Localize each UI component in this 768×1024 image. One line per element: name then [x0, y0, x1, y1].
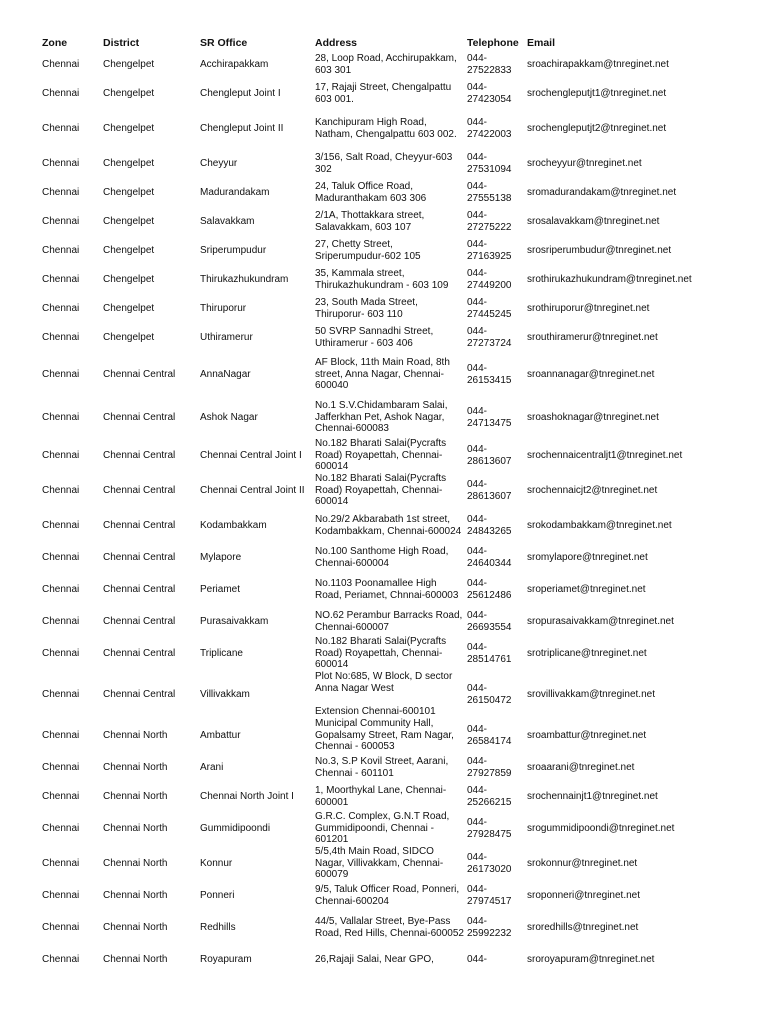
telephone-prefix: 044- [467, 784, 488, 796]
cell-zone: Chennai [42, 889, 80, 901]
cell-district: Chennai North [103, 761, 168, 773]
cell-address [315, 572, 467, 607]
cell-sr-office: Redhills [200, 921, 236, 933]
address-continuation: Extension Chennai-600101 [315, 706, 436, 718]
table-row [42, 671, 742, 718]
telephone-prefix: 044- [467, 478, 488, 490]
cell-sr-office: Thiruporur [200, 302, 247, 314]
telephone-number: 24843265 [467, 525, 512, 537]
table-row [42, 753, 742, 782]
table-row [42, 636, 742, 671]
cell-sr-office: Arani [200, 761, 224, 773]
cell-telephone [467, 753, 527, 782]
table-row [42, 108, 742, 149]
cell-district: Chengelpet [103, 244, 155, 256]
telephone-number: 25612486 [467, 589, 512, 601]
cell-address [315, 79, 467, 108]
table-body [42, 50, 742, 975]
telephone-prefix: 044- [467, 816, 488, 828]
telephone-number: 28514761 [467, 653, 512, 665]
cell-address [315, 753, 467, 782]
cell-telephone [467, 636, 527, 671]
telephone-number: 26173020 [467, 863, 512, 875]
address-text: No.182 Bharati Salai(Pycrafts Road) Royapettah, Chennai-600014 [315, 636, 447, 671]
cell-district: Chennai North [103, 790, 168, 802]
cell-zone: Chennai [42, 58, 80, 70]
telephone-prefix: 044- [467, 296, 488, 308]
cell-email: sroredhills@tnreginet.net [527, 921, 639, 933]
cell-address [315, 945, 467, 975]
table-row [42, 294, 742, 323]
cell-zone: Chennai [42, 822, 80, 834]
telephone-prefix: 044- [467, 545, 488, 557]
table-row [42, 149, 742, 178]
cell-sr-office: Cheyyur [200, 157, 238, 169]
address-gap [315, 694, 465, 706]
cell-district: Chennai North [103, 921, 168, 933]
table-row [42, 811, 742, 846]
cell-address [315, 178, 467, 207]
table-row [42, 910, 742, 945]
table-row [42, 846, 742, 881]
table-row [42, 945, 742, 975]
cell-district: Chengelpet [103, 87, 155, 99]
cell-telephone [467, 473, 527, 508]
cell-district: Chengelpet [103, 122, 155, 134]
cell-sr-office: Gummidipoondi [200, 822, 271, 834]
address-text: 3/156, Salt Road, Cheyyur-603 302 [315, 151, 453, 175]
cell-email: sroroyapuram@tnreginet.net [527, 954, 655, 966]
cell-address [315, 508, 467, 543]
cell-district: Chengelpet [103, 331, 155, 343]
cell-zone: Chennai [42, 615, 80, 627]
cell-sr-office: Konnur [200, 857, 233, 869]
telephone-prefix: 044- [467, 405, 488, 417]
cell-email: srothirukazhukundram@tnreginet.net [527, 273, 692, 285]
cell-telephone [467, 50, 527, 79]
cell-address [315, 881, 467, 910]
cell-telephone [467, 323, 527, 352]
cell-email: sroannanagar@tnreginet.net [527, 368, 655, 380]
cell-address [315, 265, 467, 294]
telephone-prefix: 044- [467, 682, 488, 694]
address-text: 28, Loop Road, Acchirupakkam, 603 301 [315, 52, 457, 76]
telephone-number: 28613607 [467, 490, 512, 502]
cell-district: Chengelpet [103, 302, 155, 314]
cell-zone: Chennai [42, 331, 80, 343]
telephone-prefix: 044- [467, 755, 488, 767]
cell-zone: Chennai [42, 551, 80, 563]
table-row [42, 236, 742, 265]
cell-sr-office: Chennai North Joint I [200, 790, 294, 802]
cell-address [315, 910, 467, 945]
cell-telephone [467, 572, 527, 607]
cell-telephone [467, 846, 527, 881]
telephone-prefix: 044- [467, 883, 488, 895]
table-row [42, 265, 742, 294]
telephone-prefix: 044- [467, 116, 488, 128]
telephone-prefix: 044- [467, 151, 488, 163]
cell-email: srotriplicane@tnreginet.net [527, 647, 647, 659]
registration-offices-document [42, 36, 742, 975]
telephone-number: 27927859 [467, 767, 512, 779]
address-text: 23, South Mada Street, Thiruporur- 603 110 [315, 296, 418, 320]
telephone-number: 27163925 [467, 250, 512, 262]
telephone-prefix: 044- [467, 238, 488, 250]
cell-telephone [467, 811, 527, 846]
address-text: 44/5, Vallalar Street, Bye-Pass Road, Red Hills, Chennai-600052 [315, 915, 464, 939]
cell-district: Chennai Central [103, 368, 176, 380]
cell-sr-office: Chengleput Joint II [200, 122, 284, 134]
telephone-prefix: 044- [467, 609, 488, 621]
cell-sr-office: Chennai Central Joint II [200, 484, 305, 496]
address-text: No.3, S.P Kovil Street, Aarani, Chennai - 601101 [315, 755, 449, 779]
telephone-number: 26693554 [467, 621, 512, 633]
cell-email: srogummidipoondi@tnreginet.net [527, 822, 675, 834]
cell-district: Chennai North [103, 822, 168, 834]
cell-district: Chennai North [103, 729, 168, 741]
table-row [42, 352, 742, 397]
telephone-prefix: 044- [467, 209, 488, 221]
table-row [42, 397, 742, 438]
telephone-prefix: 044- [467, 915, 488, 927]
cell-email: sromadurandakam@tnreginet.net [527, 186, 677, 198]
cell-sr-office: Triplicane [200, 647, 243, 659]
cell-district: Chennai North [103, 857, 168, 869]
cell-sr-office: Madurandakam [200, 186, 270, 198]
table-row [42, 50, 742, 79]
cell-email: sroperiamet@tnreginet.net [527, 583, 646, 595]
cell-sr-office: Chengleput Joint I [200, 87, 281, 99]
address-text: No.1 S.V.Chidambaram Salai, Jafferkhan Pet, Ashok Nagar, Chennai-600083 [315, 400, 448, 435]
cell-district: Chennai Central [103, 688, 176, 700]
cell-zone: Chennai [42, 449, 80, 461]
telephone-number: 26150472 [467, 694, 512, 706]
cell-address [315, 607, 467, 636]
cell-district: Chennai Central [103, 519, 176, 531]
cell-address [315, 397, 467, 438]
telephone-number: 25992232 [467, 927, 512, 939]
header-email: Email [527, 37, 556, 49]
cell-address [315, 323, 467, 352]
table-row [42, 438, 742, 473]
table-header-row [42, 36, 742, 50]
cell-zone: Chennai [42, 583, 80, 595]
cell-email: sroaarani@tnreginet.net [527, 761, 635, 773]
address-text: No.1103 Poonamallee High Road, Periamet, Chnnai-600003 [315, 577, 459, 601]
cell-address [315, 636, 467, 671]
cell-email: srochennaicentraljt1@tnreginet.net [527, 449, 683, 461]
cell-zone: Chennai [42, 921, 80, 933]
header-district: District [103, 37, 140, 49]
telephone-number: 27422003 [467, 128, 512, 140]
cell-zone: Chennai [42, 411, 80, 423]
address-text: No.100 Santhome High Road, Chennai-600004 [315, 545, 449, 569]
cell-zone: Chennai [42, 186, 80, 198]
cell-district: Chennai Central [103, 449, 176, 461]
cell-address [315, 473, 467, 508]
cell-address [315, 236, 467, 265]
cell-address [315, 108, 467, 149]
telephone-prefix: 044- [467, 513, 488, 525]
cell-email: srokodambakkam@tnreginet.net [527, 519, 672, 531]
cell-zone: Chennai [42, 122, 80, 134]
cell-email: sropurasaivakkam@tnreginet.net [527, 615, 674, 627]
telephone-number: 27928475 [467, 828, 512, 840]
cell-district: Chennai Central [103, 647, 176, 659]
cell-zone: Chennai [42, 729, 80, 741]
table-row [42, 782, 742, 811]
address-text: 5/5,4th Main Road, SIDCO Nagar, Villivakkam, Chennai-600079 [315, 846, 444, 881]
cell-email: srochengleputjt2@tnreginet.net [527, 122, 667, 134]
address-text: Kanchipuram High Road, Natham, Chengalpattu 603 002. [315, 116, 457, 140]
table-row [42, 543, 742, 572]
cell-sr-office: Purasaivakkam [200, 615, 269, 627]
address-text: No.182 Bharati Salai(Pycrafts Road) Royapettah, Chennai-600014 [315, 473, 447, 508]
cell-telephone [467, 178, 527, 207]
cell-telephone [467, 438, 527, 473]
cell-telephone [467, 397, 527, 438]
header-address: Address [315, 37, 358, 49]
telephone-prefix: 044- [467, 267, 488, 279]
telephone-prefix: 044- [467, 577, 488, 589]
header-sr-office: SR Office [200, 37, 248, 49]
telephone-number: 27275222 [467, 221, 512, 233]
telephone-prefix: 044- [467, 641, 488, 653]
cell-district: Chennai Central [103, 583, 176, 595]
cell-sr-office: Periamet [200, 583, 241, 595]
cell-email: srocheyyur@tnreginet.net [527, 157, 642, 169]
cell-district: Chennai Central [103, 615, 176, 627]
telephone-number: 26584174 [467, 735, 512, 747]
address-text: NO.62 Perambur Barracks Road, Chennai-600007 [315, 609, 463, 633]
cell-zone: Chennai [42, 647, 80, 659]
telephone-number: 27522833 [467, 64, 512, 76]
cell-zone: Chennai [42, 157, 80, 169]
address-text: Municipal Community Hall, Gopalsamy Street, Ram Nagar, Chennai - 600053 [315, 718, 454, 753]
cell-zone: Chennai [42, 857, 80, 869]
cell-telephone [467, 945, 527, 975]
telephone-prefix: 044- [467, 954, 488, 966]
cell-email: srosriperumbudur@tnreginet.net [527, 244, 672, 256]
telephone-prefix: 044- [467, 851, 488, 863]
cell-zone: Chennai [42, 790, 80, 802]
cell-telephone [467, 79, 527, 108]
cell-telephone [467, 607, 527, 636]
cell-email: srochennaicjt2@tnreginet.net [527, 484, 658, 496]
cell-district: Chengelpet [103, 215, 155, 227]
cell-email: srokonnur@tnreginet.net [527, 857, 638, 869]
table-row [42, 473, 742, 508]
cell-sr-office: Ambattur [200, 729, 241, 741]
telephone-prefix: 044- [467, 81, 488, 93]
cell-district: Chennai North [103, 954, 168, 966]
address-text: No.182 Bharati Salai(Pycrafts Road) Royapettah, Chennai-600014 [315, 438, 447, 473]
cell-address [315, 671, 467, 718]
telephone-number: 27531094 [467, 163, 512, 175]
cell-zone: Chennai [42, 215, 80, 227]
address-text: 26,Rajaji Salai, Near GPO, [315, 954, 434, 966]
address-text: 9/5, Taluk Officer Road, Ponneri, Chennai-600204 [315, 883, 460, 907]
cell-telephone [467, 508, 527, 543]
cell-district: Chennai Central [103, 551, 176, 563]
cell-district: Chengelpet [103, 273, 155, 285]
cell-address [315, 846, 467, 881]
telephone-number: 27449200 [467, 279, 512, 291]
cell-email: srochennainjt1@tnreginet.net [527, 790, 658, 802]
cell-sr-office: Uthiramerur [200, 331, 253, 343]
cell-email: sroponneri@tnreginet.net [527, 889, 640, 901]
sr-office-table [42, 36, 742, 975]
cell-email: srouthiramerur@tnreginet.net [527, 331, 658, 343]
table-row [42, 323, 742, 352]
table-row [42, 718, 742, 753]
cell-email: sroashoknagar@tnreginet.net [527, 411, 659, 423]
table-row [42, 607, 742, 636]
cell-zone: Chennai [42, 761, 80, 773]
telephone-number: 28613607 [467, 455, 512, 467]
telephone-prefix: 044- [467, 362, 488, 374]
cell-telephone [467, 881, 527, 910]
cell-sr-office: Chennai Central Joint I [200, 449, 302, 461]
telephone-number: 27273724 [467, 337, 512, 349]
header-zone: Zone [42, 37, 68, 49]
cell-address [315, 149, 467, 178]
cell-zone: Chennai [42, 244, 80, 256]
cell-district: Chengelpet [103, 157, 155, 169]
cell-address [315, 207, 467, 236]
cell-zone: Chennai [42, 484, 80, 496]
cell-email: srosalavakkam@tnreginet.net [527, 215, 660, 227]
cell-zone: Chennai [42, 519, 80, 531]
cell-telephone [467, 718, 527, 753]
cell-sr-office: Kodambakkam [200, 519, 267, 531]
cell-telephone [467, 910, 527, 945]
table-row [42, 178, 742, 207]
cell-district: Chennai North [103, 889, 168, 901]
address-text: No.29/2 Akbarabath 1st street, Kodambakkam, Chennai-600024 [315, 513, 462, 537]
cell-email: sroachirapakkam@tnreginet.net [527, 58, 669, 70]
cell-zone: Chennai [42, 954, 80, 966]
cell-address [315, 718, 467, 753]
cell-sr-office: Sriperumpudur [200, 244, 267, 256]
cell-address [315, 543, 467, 572]
address-text: G.R.C. Complex, G.N.T Road, Gummidipoondi, Chennai - 601201 [315, 811, 450, 846]
address-text: 1, Moorthykal Lane, Chennai-600001 [315, 784, 447, 808]
address-text: 27, Chetty Street, Sriperumpudur-602 105 [315, 238, 421, 262]
header-telephone: Telephone [467, 37, 519, 49]
cell-telephone [467, 265, 527, 294]
cell-zone: Chennai [42, 87, 80, 99]
telephone-number: 24713475 [467, 417, 512, 429]
telephone-prefix: 044- [467, 325, 488, 337]
cell-district: Chengelpet [103, 186, 155, 198]
cell-telephone [467, 149, 527, 178]
cell-district: Chennai Central [103, 484, 176, 496]
cell-telephone [467, 782, 527, 811]
cell-sr-office: Acchirapakkam [200, 58, 269, 70]
cell-telephone [467, 352, 527, 397]
cell-email: sromylapore@tnreginet.net [527, 551, 648, 563]
cell-district: Chennai Central [103, 411, 176, 423]
address-text: 24, Taluk Office Road, Maduranthakam 603 306 [315, 180, 427, 204]
cell-address [315, 782, 467, 811]
cell-sr-office: Royapuram [200, 954, 252, 966]
address-text: 50 SVRP Sannadhi Street, Uthiramerur - 603 406 [315, 325, 434, 349]
telephone-number: 27423054 [467, 93, 512, 105]
table-row [42, 508, 742, 543]
cell-email: sroambattur@tnreginet.net [527, 729, 647, 741]
cell-zone: Chennai [42, 688, 80, 700]
table-row [42, 881, 742, 910]
table-row [42, 572, 742, 607]
cell-address [315, 352, 467, 397]
cell-sr-office: Mylapore [200, 551, 242, 563]
cell-district: Chengelpet [103, 58, 155, 70]
table-row [42, 207, 742, 236]
cell-zone: Chennai [42, 273, 80, 285]
address-text: 2/1A, Thottakkara street, Salavakkam, 603 107 [315, 209, 425, 233]
cell-email: srovillivakkam@tnreginet.net [527, 688, 655, 700]
telephone-number: 27555138 [467, 192, 512, 204]
cell-address [315, 438, 467, 473]
cell-sr-office: Thirukazhukundram [200, 273, 289, 285]
cell-telephone [467, 671, 527, 718]
telephone-prefix: 044- [467, 52, 488, 64]
telephone-number: 25266215 [467, 796, 512, 808]
cell-telephone [467, 207, 527, 236]
cell-zone: Chennai [42, 368, 80, 380]
address-text: Plot No:685, W Block, D sector Anna Nagar West [315, 671, 453, 694]
telephone-prefix: 044- [467, 723, 488, 735]
telephone-prefix: 044- [467, 443, 488, 455]
cell-address [315, 811, 467, 846]
cell-email: srothiruporur@tnreginet.net [527, 302, 650, 314]
cell-sr-office: Ponneri [200, 889, 235, 901]
cell-email: srochengleputjt1@tnreginet.net [527, 87, 667, 99]
cell-telephone [467, 294, 527, 323]
cell-sr-office: Salavakkam [200, 215, 255, 227]
cell-address [315, 50, 467, 79]
address-text: 17, Rajaji Street, Chengalpattu 603 001. [315, 81, 452, 105]
cell-telephone [467, 108, 527, 149]
cell-sr-office: AnnaNagar [200, 368, 251, 380]
table-row [42, 79, 742, 108]
telephone-prefix: 044- [467, 180, 488, 192]
cell-address [315, 294, 467, 323]
telephone-number: 24640344 [467, 557, 512, 569]
telephone-number: 27974517 [467, 895, 512, 907]
address-text: 35, Kammala street, Thirukazhukundram - 603 109 [315, 267, 449, 291]
cell-sr-office: Villivakkam [200, 688, 250, 700]
cell-telephone [467, 543, 527, 572]
cell-zone: Chennai [42, 302, 80, 314]
telephone-number: 26153415 [467, 374, 512, 386]
address-text: AF Block, 11th Main Road, 8th street, Anna Nagar, Chennai-600040 [315, 357, 450, 392]
telephone-number: 27445245 [467, 308, 512, 320]
cell-sr-office: Ashok Nagar [200, 411, 258, 423]
cell-telephone [467, 236, 527, 265]
